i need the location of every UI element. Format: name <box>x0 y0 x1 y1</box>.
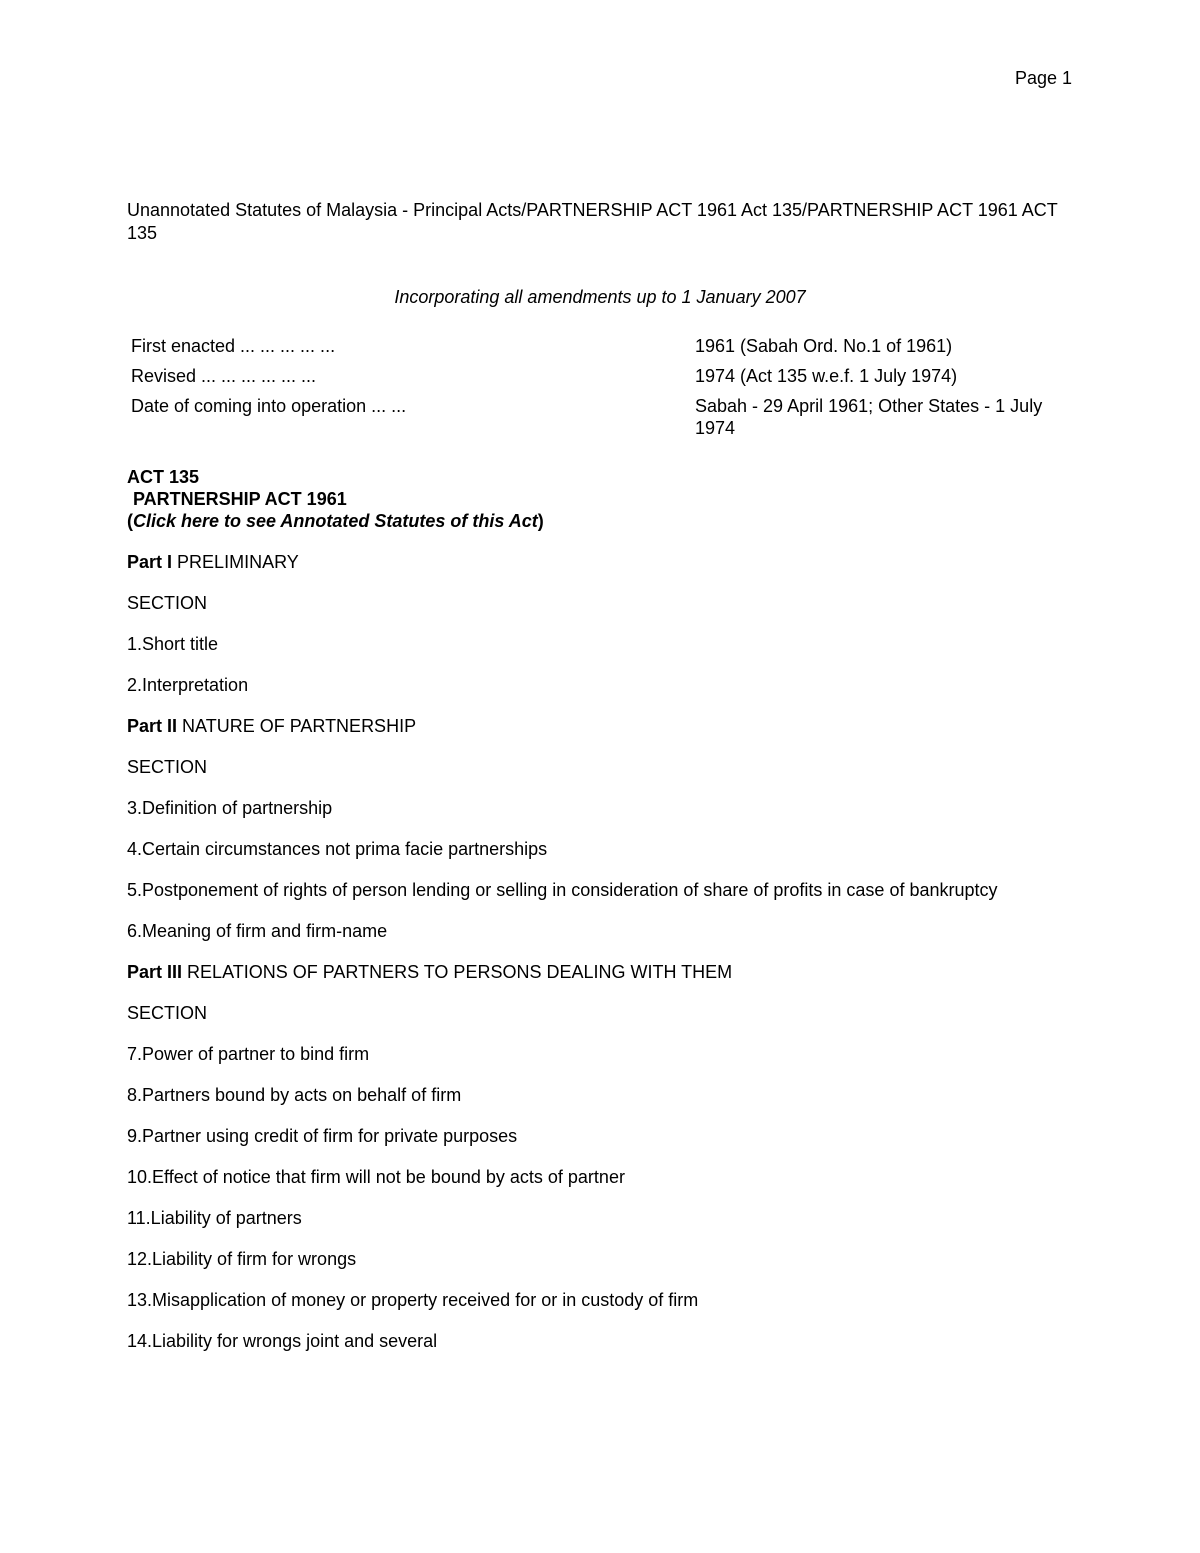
paren-open: ( <box>127 511 133 531</box>
annotated-statutes-link[interactable]: Click here to see Annotated Statutes of this Act <box>133 511 538 531</box>
toc-section-item[interactable]: 7.Power of partner to bind firm <box>127 1043 370 1064</box>
meta-value: 1961 (Sabah Ord. No.1 of 1961) <box>695 336 953 356</box>
part-number: Part III <box>127 961 183 982</box>
section-label: SECTION <box>127 756 208 777</box>
annotated-statutes-link-line <box>127 510 544 532</box>
toc-section-item[interactable]: 6.Meaning of firm and firm-name <box>127 920 388 941</box>
part-title: NATURE OF PARTNERSHIP <box>182 715 417 736</box>
paren-close: ) <box>537 511 544 531</box>
toc-section-item[interactable]: 10.Effect of notice that firm will not be bound by acts of partner <box>127 1166 625 1187</box>
act-title: PARTNERSHIP ACT 1961 <box>133 489 347 509</box>
meta-row-first-enacted <box>131 335 1071 357</box>
meta-value: Sabah - 29 April 1961; Other States - 1 July 1974 <box>695 396 1043 438</box>
part-number: Part II <box>127 715 178 736</box>
act-number: ACT 135 <box>127 467 200 487</box>
toc-section-item[interactable]: 11.Liability of partners <box>127 1207 302 1228</box>
toc-section-item[interactable]: 2.Interpretation <box>127 674 249 695</box>
meta-value: 1974 (Act 135 w.e.f. 1 July 1974) <box>695 366 958 386</box>
meta-row-revised <box>131 365 1071 387</box>
document-subtitle: Incorporating all amendments up to 1 January 2007 <box>394 287 806 307</box>
toc-section-item[interactable]: 12.Liability of firm for wrongs <box>127 1248 357 1269</box>
meta-row-operation-date <box>131 395 1071 439</box>
part-title: PRELIMINARY <box>177 552 299 572</box>
enactment-details <box>131 335 1071 447</box>
breadcrumb: Unannotated Statutes of Malaysia - Principal Acts/PARTNERSHIP ACT 1961 Act 135/PARTNERSHIP ACT 1961 ACT 135 <box>127 200 1058 243</box>
page-number: Page 1 <box>1014 68 1072 88</box>
act-heading <box>127 466 544 532</box>
meta-label: First enacted ... ... ... ... ... <box>131 336 336 356</box>
table-of-contents <box>127 552 1047 1372</box>
part-heading <box>127 962 1047 983</box>
part-heading <box>127 552 1047 573</box>
part-title: RELATIONS OF PARTNERS TO PERSONS DEALING WITH THEM <box>187 961 733 982</box>
part-number: Part I <box>127 552 173 572</box>
section-label: SECTION <box>127 592 208 613</box>
section-label: SECTION <box>127 1002 208 1023</box>
part-heading <box>127 716 1047 737</box>
toc-section-item[interactable]: 4.Certain circumstances not prima facie partnerships <box>127 838 548 859</box>
toc-section-item[interactable]: 3.Definition of partnership <box>127 797 333 818</box>
toc-section-item[interactable]: 8.Partners bound by acts on behalf of firm <box>127 1084 462 1105</box>
toc-section-item[interactable]: 9.Partner using credit of firm for private purposes <box>127 1125 518 1146</box>
toc-section-item[interactable]: 14.Liability for wrongs joint and several <box>127 1330 438 1351</box>
toc-section-item[interactable]: 1.Short title <box>127 633 219 654</box>
meta-label: Date of coming into operation ... ... <box>131 396 407 416</box>
toc-section-item[interactable]: 5.Postponement of rights of person lending or selling in consideration of share of profits in case of bankruptcy <box>127 879 998 900</box>
meta-label: Revised ... ... ... ... ... ... <box>131 366 317 386</box>
toc-section-item[interactable]: 13.Misapplication of money or property received for or in custody of firm <box>127 1289 699 1310</box>
